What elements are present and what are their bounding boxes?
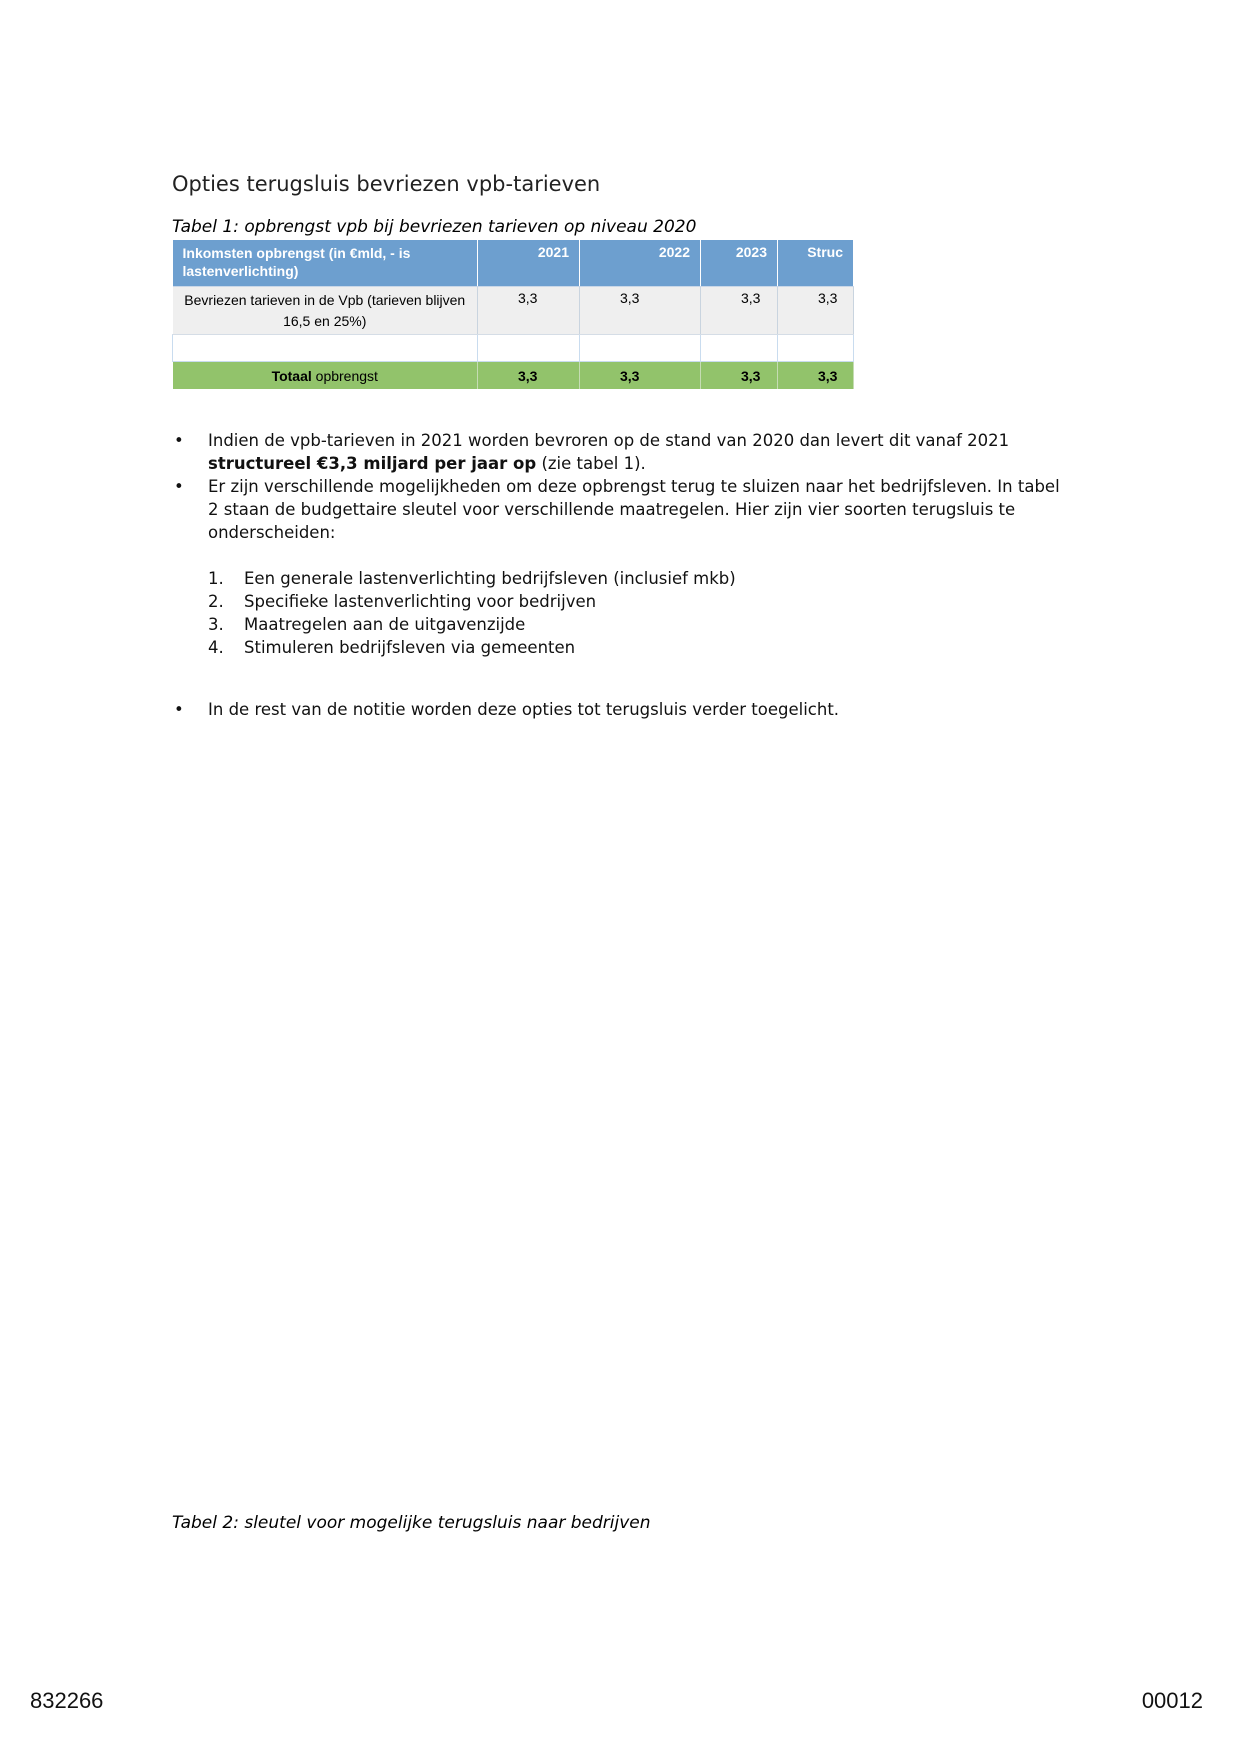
bullet-bold-text: structureel €3,3 miljard per jaar op [208,454,537,473]
footer-document-id: 832266 [30,1688,104,1713]
item-number: 1. [208,569,224,588]
bullet-item [172,698,1072,721]
table-empty-row [173,335,854,362]
bullet-dot-icon: • [174,700,184,719]
item-text: Een generale lastenverlichting bedrijfsleven (inclusief mkb) [244,569,736,588]
header-cell: 2022 [580,240,701,287]
row-value: 3,3 [580,287,701,335]
total-label-rest: opbrengst [311,367,378,384]
revenue-table [172,240,854,389]
table-total-row [173,362,854,390]
item-number: 2. [208,592,224,611]
total-value: 3,3 [701,362,778,390]
header-cell: Inkomsten opbrengst (in €mld, - is lastenverlichting) [173,240,478,287]
section-heading: Opties terugsluis bevriezen vpb-tarieven [172,172,601,196]
bullet-dot-icon: • [174,477,184,496]
numbered-item [208,590,1072,613]
total-value: 3,3 [478,362,580,390]
bullet-text: Indien de vpb-tarieven in 2021 worden bevroren op de stand van 2020 dan levert dit vanaf 2021 [208,431,1010,450]
bullet-text: (zie tabel 1). [536,454,646,473]
header-cell: Struc [778,240,854,287]
empty-cell [478,335,580,362]
empty-cell [580,335,701,362]
row-label: Bevriezen tarieven in de Vpb (tarieven blijven 16,5 en 25%) [173,287,478,335]
empty-cell [701,335,778,362]
bullet-dot-icon: • [174,431,184,450]
bullet-text: Er zijn verschillende mogelijkheden om deze opbrengst terug te sluizen naar het bedrijfsleven. In tabel 2 staan de budgettaire sleutel voor verschillende maatregelen. Hier zijn vier soorten terugsluis te onderscheiden: [208,477,1060,542]
item-number: 3. [208,615,224,634]
table1-caption: Tabel 1: opbrengst vpb bij bevriezen tarieven op niveau 2020 [172,217,697,237]
item-text: Specifieke lastenverlichting voor bedrijven [244,592,597,611]
total-label-bold: Totaal [271,367,312,384]
table-row [173,287,854,335]
total-label [173,362,478,390]
footer-page-number: 00012 [1141,1688,1203,1713]
bullet-item [172,475,1072,544]
item-number: 4. [208,638,224,657]
numbered-item [208,636,1072,659]
row-value: 3,3 [778,287,854,335]
total-value: 3,3 [778,362,854,390]
empty-cell [173,335,478,362]
row-value: 3,3 [701,287,778,335]
item-text: Stimuleren bedrijfsleven via gemeenten [244,638,576,657]
total-value: 3,3 [580,362,701,390]
numbered-item [208,613,1072,636]
bullet-list [172,429,1072,721]
item-text: Maatregelen aan de uitgavenzijde [244,615,526,634]
numbered-item [208,567,1072,590]
table2-caption: Tabel 2: sleutel voor mogelijke terugsluis naar bedrijven [172,1513,651,1533]
bullet-item [172,429,1072,475]
bullet-text: In de rest van de notitie worden deze opties tot terugsluis verder toegelicht. [208,700,840,719]
header-cell: 2021 [478,240,580,287]
table-header-row [173,240,854,287]
numbered-list [172,567,1072,659]
empty-cell [778,335,854,362]
row-value: 3,3 [478,287,580,335]
header-cell: 2023 [701,240,778,287]
